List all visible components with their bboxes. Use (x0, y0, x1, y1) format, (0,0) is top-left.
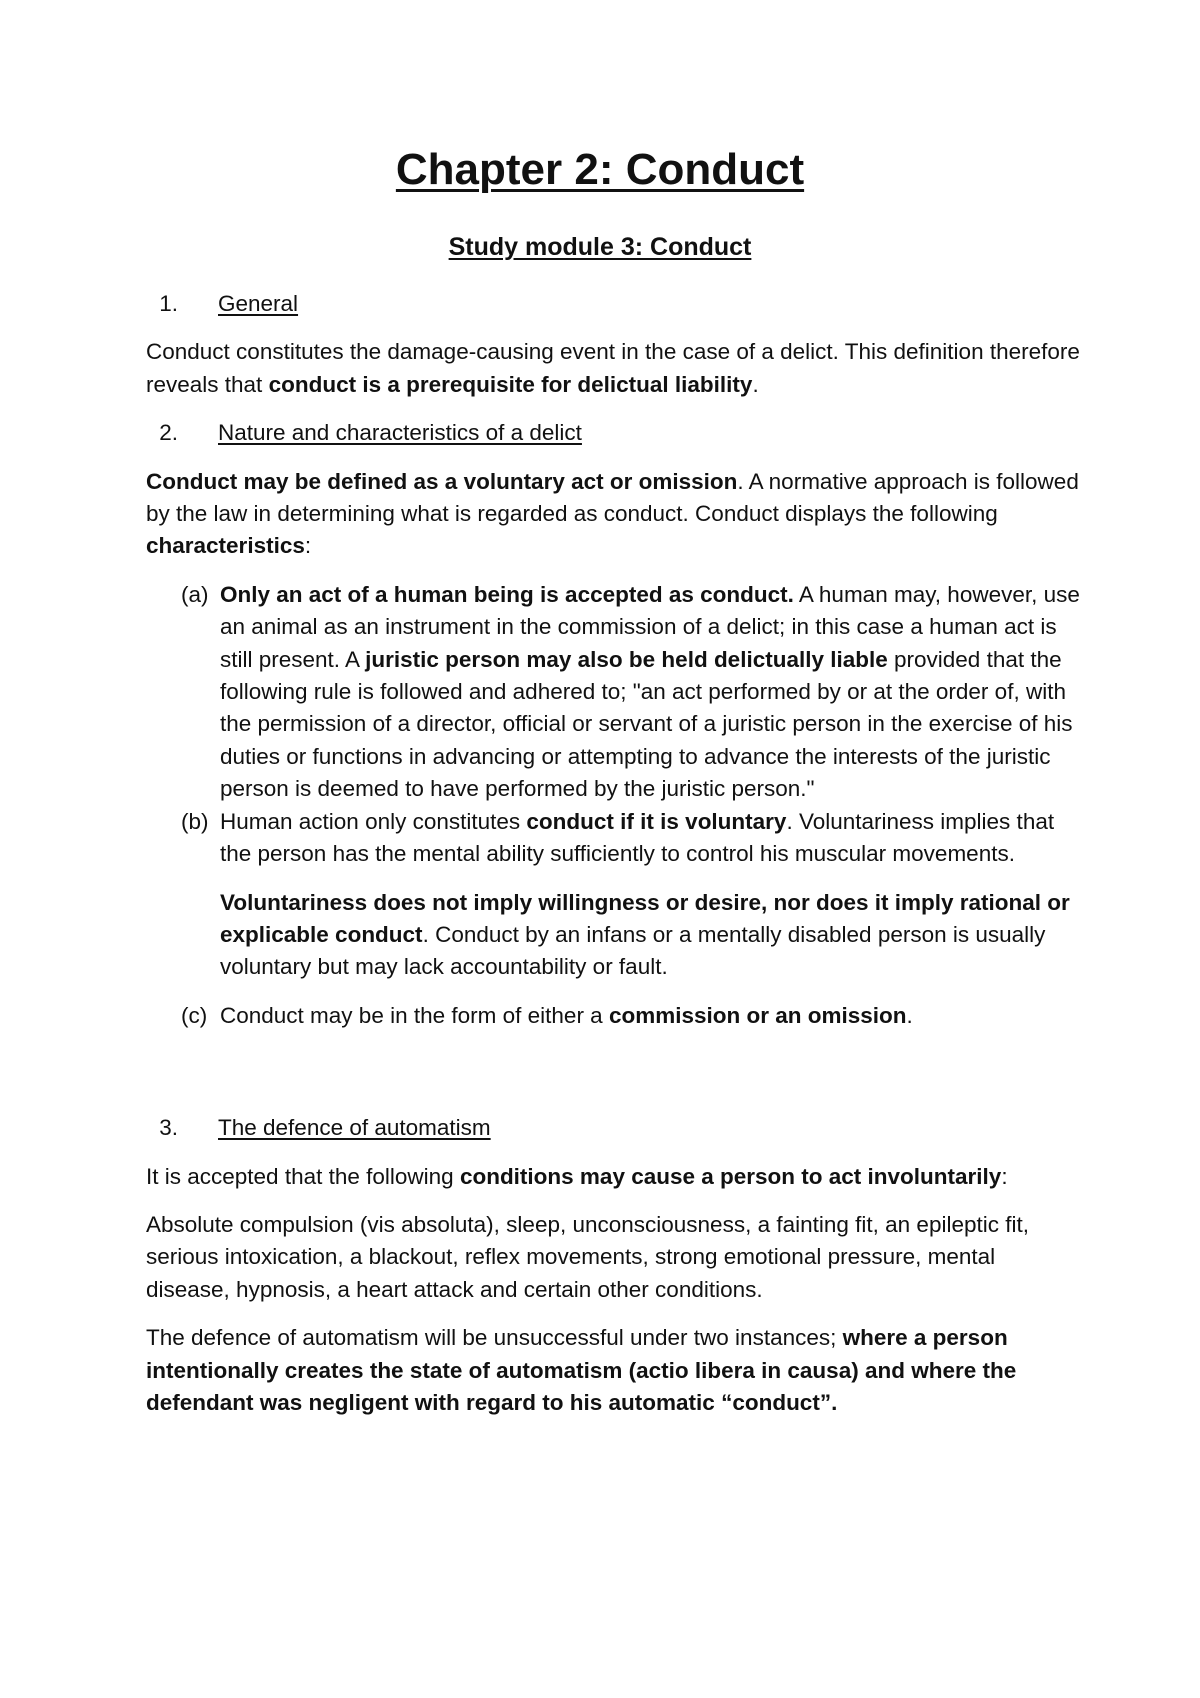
chapter-title: Chapter 2: Conduct (395, 145, 805, 194)
text-run: Conduct may be in the form of either a (220, 1002, 609, 1028)
list-marker: (c) (181, 1002, 208, 1028)
bold-run: where a person intentionally creates the state of automatism (actio libera in causa) and where the defendant was negligent with regard to his automatic “conduct”. (146, 1325, 1017, 1415)
section-number: 1. (159, 291, 178, 316)
section-number: 3. (159, 1115, 178, 1141)
text-run: Conduct constitutes the damage-causing event in the case of a delict. This definition therefore reveals that (146, 339, 1080, 397)
text-run: . Conduct by an infans or a mentally disabled person is usually voluntary but may lack accountability or fault. (220, 921, 1046, 980)
section-number: 2. (159, 420, 178, 446)
text-run: Human action only constitutes (220, 808, 527, 834)
bold-run: conduct is a prerequisite for delictual liability (268, 371, 753, 397)
bold-run: conditions may cause a person to act involuntarily (459, 1163, 1002, 1189)
text-run: . (752, 371, 759, 397)
text-run: : (1001, 1163, 1008, 1189)
paragraph-conditions (146, 1161, 1082, 1193)
text-run: . Voluntariness implies that the person has the mental ability sufficiently to control his muscular movements. (220, 808, 1055, 867)
text-run: : (304, 533, 312, 559)
text-run: A human may, however, use an animal as an instrument in the commission of a delict; in this case a human act is still present. A (220, 581, 1080, 672)
list-item-a (146, 579, 1082, 806)
module-subtitle: Study module 3: Conduct (448, 233, 752, 261)
list-item-c (146, 1000, 1082, 1032)
text-run: . A normative approach is followed by the law in determining what is regarded as conduct. Conduct displays the following (146, 468, 1079, 527)
bold-run: characteristics (146, 533, 305, 559)
paragraph-conditions-list: Absolute compulsion (vis absoluta), sleep, unconsciousness, a fainting fit, an epileptic fit, serious intoxication, a blackout, reflex movements, strong emotional pressure, mental disease, hypnosis, a heart attack and certain other conditions. (146, 1211, 1029, 1302)
list-marker: (a) (181, 581, 209, 607)
text-run: It is accepted that the following (146, 1163, 460, 1189)
document-body (146, 288, 1082, 1419)
section-heading-text: General (218, 291, 299, 316)
list-item-b-continuation (146, 887, 1082, 984)
text-run: . (906, 1002, 913, 1028)
bold-run: Conduct may be defined as a voluntary act or omission (146, 468, 738, 494)
section-heading-general (146, 288, 1082, 320)
paragraph-nature (146, 466, 1082, 563)
bold-run: conduct if it is voluntary (526, 808, 787, 834)
text-run: The defence of automatism will be unsuccessful under two instances; (146, 1325, 843, 1351)
list-item-b (146, 806, 1082, 871)
bold-run: Only an act of a human being is accepted as conduct. (220, 581, 794, 607)
section-heading-text: The defence of automatism (218, 1115, 491, 1141)
paragraph-general (146, 336, 1082, 401)
section-heading-nature (146, 417, 1082, 449)
list-marker: (b) (181, 808, 209, 834)
bold-run: juristic person may also be held delictually liable (365, 646, 888, 672)
section-heading-text: Nature and characteristics of a delict (218, 420, 582, 446)
text-run: provided that the following rule is followed and adhered to; "an act performed by or at the order of, with the permission of a director, official or servant of a juristic person in the exercise of his duties or functions in advancing or attempting to advance the interests of the juristic person is deemed to have performed by the juristic person." (220, 646, 1073, 802)
paragraph-defence-unsuccessful (146, 1322, 1082, 1419)
bold-run: commission or an omission (608, 1002, 907, 1028)
section-heading-automatism (146, 1112, 1082, 1144)
bold-run: Voluntariness does not imply willingness or desire, nor does it imply rational or explicable conduct (220, 889, 1070, 947)
